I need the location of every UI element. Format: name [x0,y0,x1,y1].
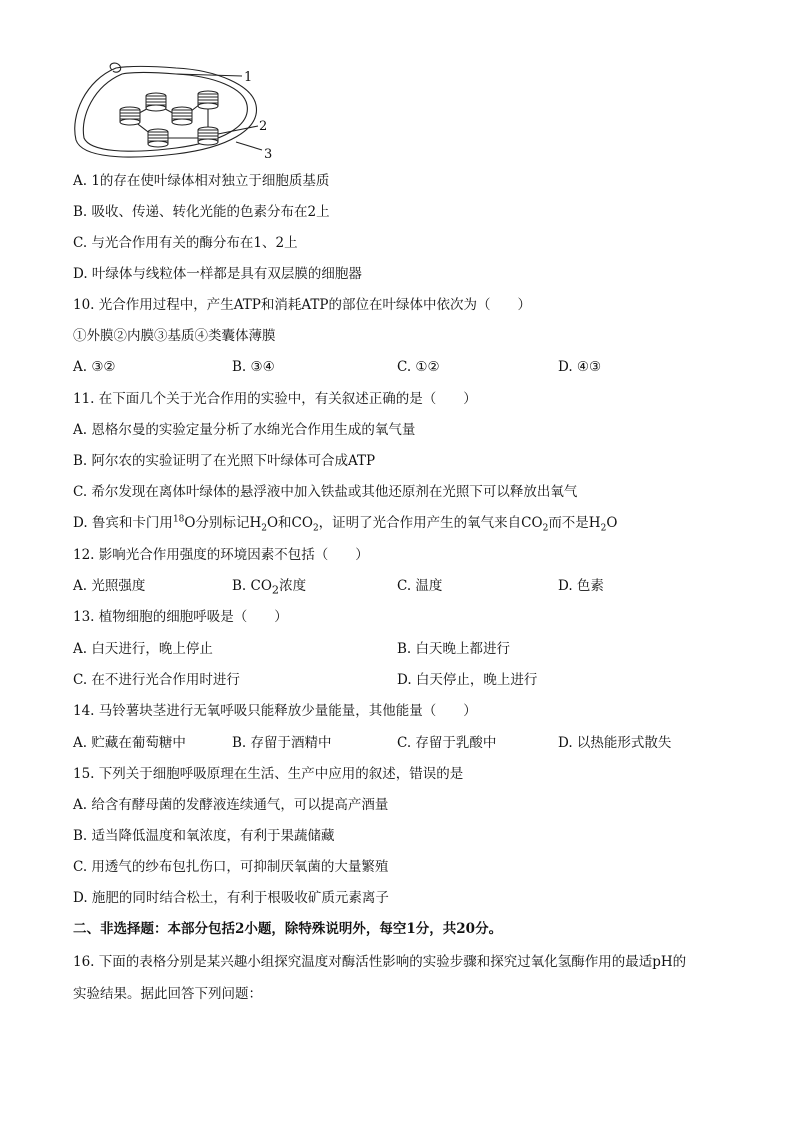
q11-stem: 11. 在下面几个关于光合作用的实验中，有关叙述正确的是（ ） [73,391,477,407]
q10-stem: 10. 光合作用过程中，产生ATP和消耗ATP的部位在叶绿体中依次为（ ） [73,297,531,313]
q13-option-d: D. 白天停止，晚上进行 [397,672,538,688]
q11-option-c: C. 希尔发现在离体叶绿体的悬浮液中加入铁盐或其他还原剂在光照下可以释放出氧气 [73,484,578,500]
q12-stem: 12. 影响光合作用强度的环境因素不包括（ ） [73,547,369,563]
granum [146,93,166,111]
q13-option-b: B. 白天晚上都进行 [397,641,511,657]
q15-option-a: A. 给含有酵母菌的发酵液连续通气，可以提高产酒量 [73,797,389,813]
granum [148,129,168,147]
q16-line-1: 16. 下面的表格分别是某兴趣小组探究温度对酶活性影响的实验步骤和探究过氧化氢酶作用的最适pH的 [73,954,687,970]
q14-option-b: B. 存留于酒精中 [232,735,332,751]
q15-stem: 15. 下列关于细胞呼吸原理在生活、生产中应用的叙述，错误的是 [73,766,464,782]
q11-d-part: O和CO [266,515,313,531]
figure-label-1: 1 [244,70,253,85]
q10-option-b: B. ③④ [232,359,275,375]
granum [198,91,218,109]
q12-option-d: D. 色素 [558,578,604,594]
leader-line-3 [236,142,262,150]
q11-option-d [73,514,617,532]
q9-option-b: B. 吸收、传递、转化光能的色素分布在2上 [73,204,330,220]
stroma-lamella-upper [130,98,208,118]
q9-option-a: A. 1的存在使叶绿体相对独立于细胞质基质 [73,173,330,189]
q10-option-d: D. ④③ [558,359,602,375]
q9-option-d: D. 叶绿体与线粒体一样都是具有双层膜的细胞器 [73,266,362,282]
granum [198,127,218,145]
q11-d-part: ，证明了光合作用产生的氧气来自CO [318,515,543,531]
chloroplast-diagram [66,60,286,164]
q16-line-2: 实验结果。据此回答下列问题： [73,986,262,1002]
q11-d-sub: 2 [312,523,319,534]
q11-d-part: O [606,515,618,531]
figure-label-2: 2 [259,119,268,134]
grana [120,91,218,147]
q14-option-c: C. 存留于乳酸中 [397,735,497,751]
q14-option-d: D. 以热能形式散失 [558,735,672,751]
q12-b-text: B. CO [232,578,272,594]
q11-d-part: 而不是H [548,515,601,531]
q15-option-b: B. 适当降低温度和氧浓度，有利于果蔬储藏 [73,828,335,844]
q14-option-a: A. 贮藏在葡萄糖中 [73,735,186,751]
q11-d-part: O分别标记H [184,515,262,531]
q11-d-sub: 2 [600,523,607,534]
q13-stem: 13. 植物细胞的细胞呼吸是（ ） [73,609,288,625]
q11-d-sub: 2 [542,523,549,534]
granum [172,107,192,125]
q11-d-sub: 2 [261,523,267,534]
q11-option-b: B. 阿尔农的实验证明了在光照下叶绿体可合成ATP [73,453,376,469]
q13-option-c: C. 在不进行光合作用时进行 [73,672,240,688]
figure-label-3: 3 [264,147,273,162]
q12-option-b [232,577,306,600]
q10-option-a: A. ③② [73,359,116,375]
q14-stem: 14. 马铃薯块茎进行无氧呼吸只能释放少量能量，其他能量（ ） [73,703,477,719]
q12-option-c: C. 温度 [397,578,443,594]
granum [120,107,140,125]
stroma-lamella-lower [130,98,208,138]
q11-d-part: D. 鲁宾和卡门用 [73,515,173,531]
q13-option-a: A. 白天进行，晚上停止 [73,641,213,657]
q10-option-c: C. ①② [397,359,440,375]
q10-items: ①外膜②内膜③基质④类囊体薄膜 [73,328,276,344]
q12-b-sub: 2 [271,583,280,597]
q9-option-c: C. 与光合作用有关的酶分布在1、2上 [73,235,298,251]
q11-option-a: A. 恩格尔曼的实验定量分析了水绵光合作用生成的氧气量 [73,422,416,438]
q11-d-sup: 18 [172,514,185,525]
q15-option-d: D. 施肥的同时结合松土，有利于根吸收矿质元素离子 [73,890,389,906]
q15-option-c: C. 用透气的纱布包扎伤口，可抑制厌氧菌的大量繁殖 [73,859,389,875]
q12-b-tail: 浓度 [279,578,307,594]
q12-option-a: A. 光照强度 [73,578,146,594]
section-heading: 二、非选择题：本部分包括2小题，除特殊说明外，每空1分，共20分。 [73,921,503,937]
